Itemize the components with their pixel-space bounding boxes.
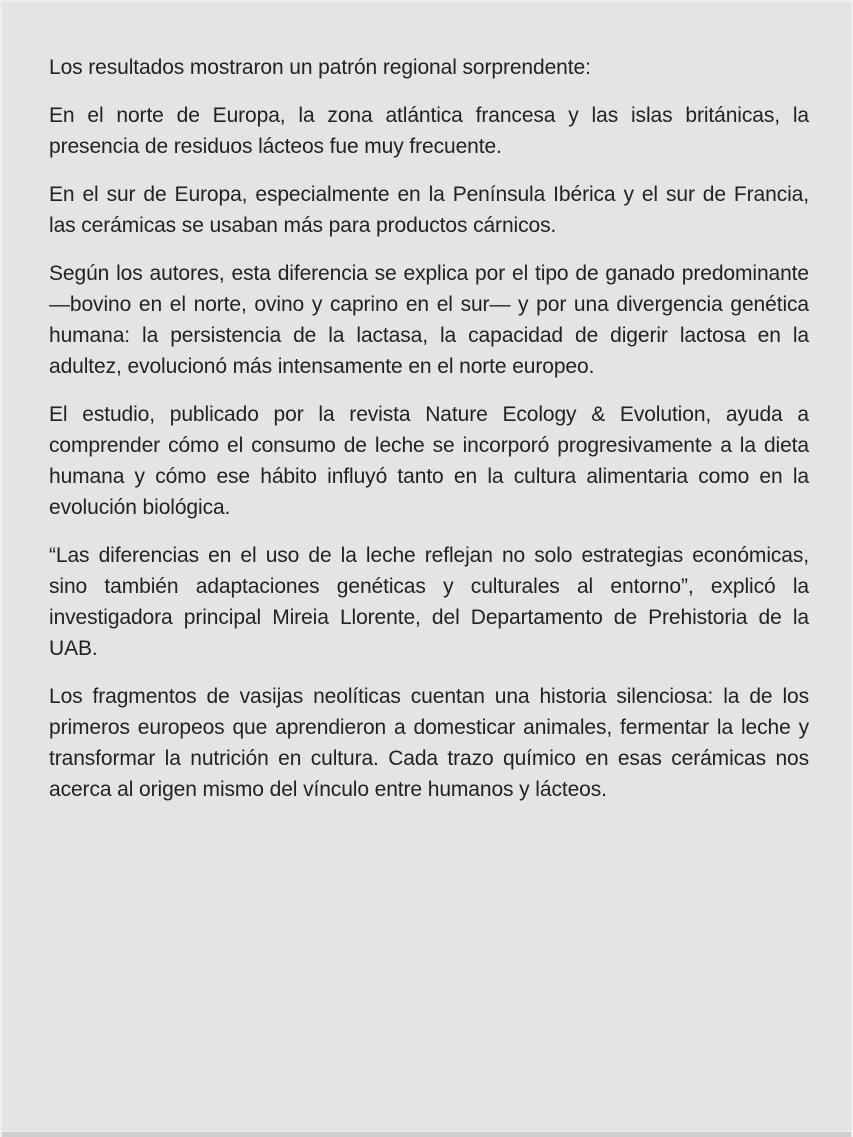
article-text-column (49, 52, 809, 822)
paragraph-north-europe: En el norte de Europa, la zona atlántica francesa y las islas británicas, la presencia de residuos lácteos fue muy frecuente. (49, 104, 809, 158)
paragraph-closing: Los fragmentos de vasijas neolíticas cuentan una historia silenciosa: la de los primeros europeos que aprendieron a domesticar animales, fermentar la leche y transformar la nutrición en cultura. Cada trazo químico en esas cerámicas nos acerca al origen mismo del vínculo entre humanos y lácteos. (49, 685, 809, 801)
paragraph-south-europe: En el sur de Europa, especialmente en la Península Ibérica y el sur de Francia, las cerámicas se usaban más para productos cárnicos. (49, 183, 809, 237)
paragraph-explanation: Según los autores, esta diferencia se explica por el tipo de ganado predominante —bovino en el norte, ovino y caprino en el sur— y por una divergencia genética humana: la persistencia de la lactasa, la capacidad de digerir lactosa en la adultez, evolucionó más intensamente en el norte europeo. (49, 262, 809, 378)
paragraph-study-publication: El estudio, publicado por la revista Nature Ecology & Evolution, ayuda a comprender cómo el consumo de leche se incorporó progresivamente a la dieta humana y cómo ese hábito influyó tanto en la cultura alimentaria como en la evolución biológica. (49, 403, 809, 519)
bottom-edge-shadow (2, 1132, 851, 1137)
paragraph-intro: Los resultados mostraron un patrón regional sorprendente: (49, 56, 591, 79)
paragraph-researcher-quote: “Las diferencias en el uso de la leche reflejan no solo estrategias económicas, sino también adaptaciones genéticas y culturales al entorno”, explicó la investigadora principal Mireia Llorente, del Departamento de Prehistoria de la UAB. (49, 544, 809, 660)
